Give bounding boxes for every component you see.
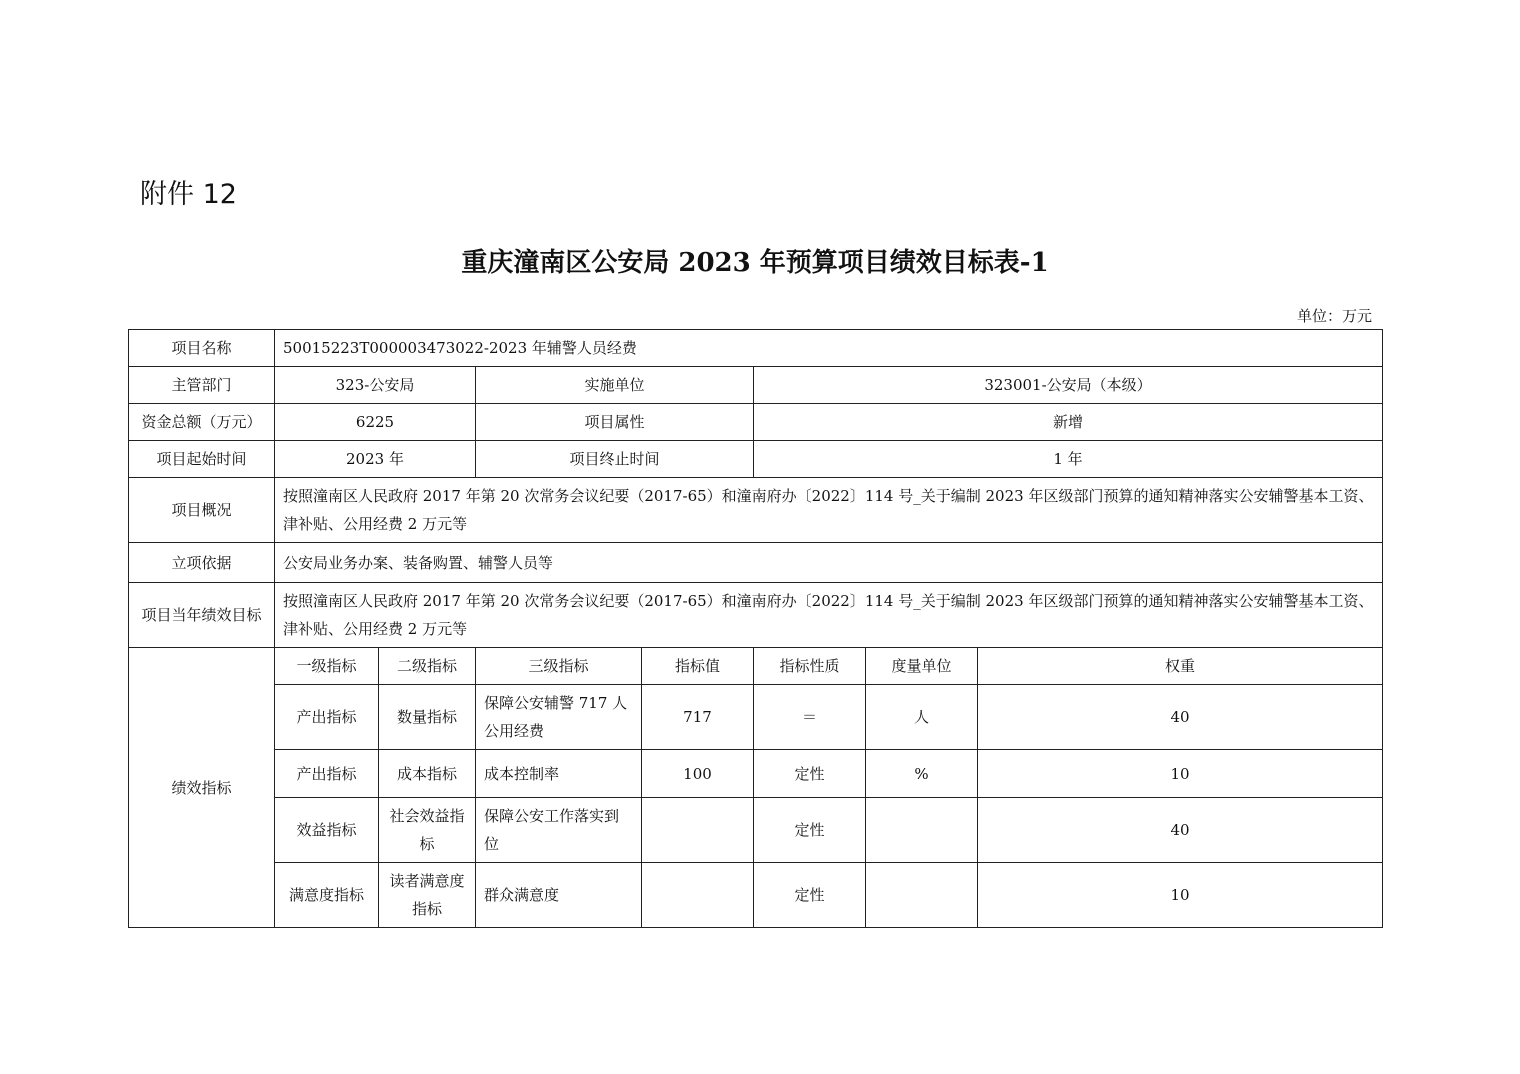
impl-value: 323001-公安局（本级） [754,367,1383,404]
value-cell: 100 [642,750,754,798]
unit-cell: 人 [866,685,978,750]
end-label: 项目终止时间 [476,441,754,478]
level1-cell: 产出指标 [275,750,379,798]
value-cell: 717 [642,685,754,750]
overview-label: 项目概况 [129,478,275,543]
level1-cell: 满意度指标 [275,863,379,928]
level2-cell: 数量指标 [379,685,476,750]
weight-cell: 40 [978,685,1383,750]
nature-cell: 定性 [754,863,866,928]
value-cell [642,863,754,928]
page-title: 重庆潼南区公安局 2023 年预算项目绩效目标表-1 [461,248,1049,278]
weight-cell: 10 [978,750,1383,798]
level2-cell: 读者满意度指标 [379,863,476,928]
level2-cell: 成本指标 [379,750,476,798]
level1-cell: 产出指标 [275,685,379,750]
impl-label: 实施单位 [476,367,754,404]
level3-cell: 保障公安工作落实到位 [476,798,642,863]
project-name-label: 项目名称 [129,330,275,367]
table-row [129,798,1383,863]
level3-cell: 保障公安辅警 717 人公用经费 [476,685,642,750]
start-label: 项目起始时间 [129,441,275,478]
header-weight: 权重 [978,648,1383,685]
table-row [129,863,1383,928]
header-level2: 二级指标 [379,648,476,685]
header-nature: 指标性质 [754,648,866,685]
performance-table [128,329,1383,928]
amount-value: 6225 [275,404,476,441]
overview-value: 按照潼南区人民政府 2017 年第 20 次常务会议纪要（2017-65）和潼南府办〔2022〕114 号_关于编制 2023 年区级部门预算的通知精神落实公安辅警基本工资、津补贴、公用经费 2 万元等 [275,478,1383,543]
unit-cell [866,798,978,863]
dept-label: 主管部门 [129,367,275,404]
attachment-label: 附件 12 [140,179,237,210]
header-value: 指标值 [642,648,754,685]
nature-cell: 定性 [754,750,866,798]
basis-label: 立项依据 [129,543,275,583]
nature-cell: 定性 [754,798,866,863]
start-value: 2023 年 [275,441,476,478]
header-level3: 三级指标 [476,648,642,685]
weight-cell: 10 [978,863,1383,928]
project-name-value: 50015223T000003473022-2023 年辅警人员经费 [275,330,1383,367]
weight-cell: 40 [978,798,1383,863]
table-row [129,685,1383,750]
header-level1: 一级指标 [275,648,379,685]
level3-cell: 成本控制率 [476,750,642,798]
level3-cell: 群众满意度 [476,863,642,928]
goal-label: 项目当年绩效目标 [129,583,275,648]
indicators-section-label: 绩效指标 [129,648,275,928]
level1-cell: 效益指标 [275,798,379,863]
goal-value: 按照潼南区人民政府 2017 年第 20 次常务会议纪要（2017-65）和潼南府办〔2022〕114 号_关于编制 2023 年区级部门预算的通知精神落实公安辅警基本工资、津补贴、公用经费 2 万元等 [275,583,1383,648]
amount-label: 资金总额（万元） [129,404,275,441]
attr-value: 新增 [754,404,1383,441]
end-value: 1 年 [754,441,1383,478]
level2-cell: 社会效益指标 [379,798,476,863]
unit-label: 单位：万元 [1296,307,1372,325]
nature-cell: ＝ [754,685,866,750]
attr-label: 项目属性 [476,404,754,441]
basis-value: 公安局业务办案、装备购置、辅警人员等 [275,543,1383,583]
header-unit: 度量单位 [866,648,978,685]
dept-value: 323-公安局 [275,367,476,404]
unit-cell [866,863,978,928]
value-cell [642,798,754,863]
table-row [129,750,1383,798]
unit-cell: % [866,750,978,798]
